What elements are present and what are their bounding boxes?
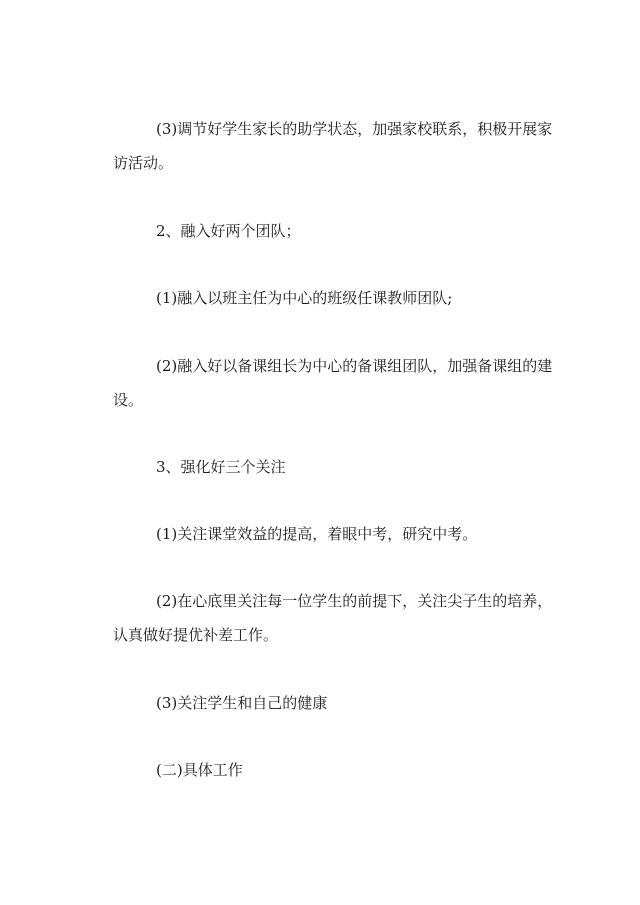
paragraph-6 [113,517,573,551]
paragraph-9 [113,753,573,787]
paragraph-2 [113,214,573,248]
paragraph-line: 认真做好提优补差工作。 [113,626,279,644]
paragraph-line: (二)具体工作 [156,761,243,779]
paragraph-1 [113,112,573,180]
paragraph-line: (3)关注学生和自己的健康 [156,694,328,712]
paragraph-line: (1)融入以班主任为中心的班级任课教师团队; [156,289,453,307]
paragraph-line: (3)调节好学生家长的助学状态，加强家校联系，积极开展家 [156,120,553,138]
paragraph-line: 设。 [113,391,144,409]
paragraph-4 [113,349,573,417]
paragraph-line: (2)融入好以备课组长为中心的备课组团队，加强备课组的建 [156,357,553,375]
paragraph-line: 3、强化好三个关注 [156,458,286,476]
paragraph-line: (1)关注课堂效益的提高，着眼中考，研究中考。 [156,525,478,543]
paragraph-5 [113,450,573,484]
paragraph-7 [113,584,573,652]
paragraph-8 [113,686,573,720]
paragraph-line: 2、融入好两个团队； [156,222,301,240]
paragraph-line: 访活动。 [113,154,174,172]
paragraph-3 [113,281,573,315]
paragraph-line: (2)在心底里关注每一位学生的前提下，关注尖子生的培养， [156,592,553,610]
